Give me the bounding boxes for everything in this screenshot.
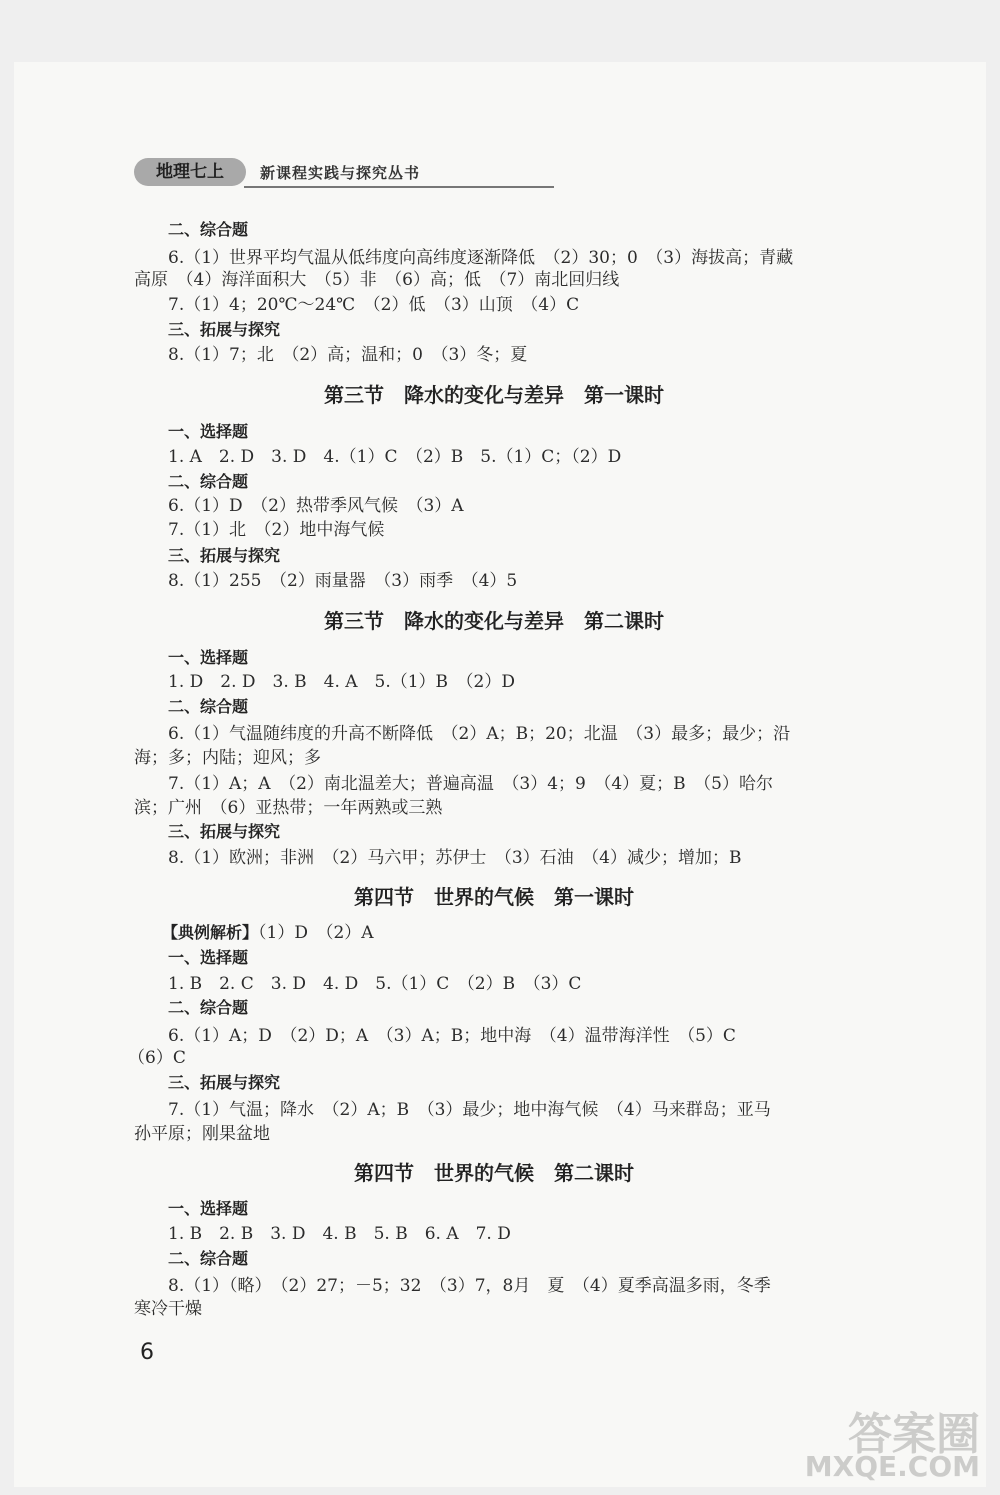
example-label: 【典例解析】 xyxy=(162,923,259,942)
answer-line: 8.（1）欧洲；非洲 （2）马六甲；苏伊士 （3）石油 （4）减少；增加；B xyxy=(168,848,742,868)
answer-line: 孙平原；刚果盆地 xyxy=(134,1124,270,1144)
answer-line: 滨；广州 （6）亚热带；一年两熟或三熟 xyxy=(134,798,443,818)
answer-line: 1. B 2. B 3. D 4. B 5. B 6. A 7. D xyxy=(168,1224,511,1244)
answer-line: 8.（1）255 （2）雨量器 （3）雨季 （4）5 xyxy=(168,571,518,591)
question-category: 一、选择题 xyxy=(168,422,249,441)
answer-line: 1. A 2. D 3. D 4.（1）C （2）B 5.（1）C；（2）D xyxy=(168,447,622,467)
answer-line: 7.（1）气温；降水 （2）A；B （3）最少；地中海气候 （4）马来群岛；亚马 xyxy=(168,1100,771,1120)
answer-line: 7.（1）北 （2）地中海气候 xyxy=(168,520,385,540)
answer-line: 6.（1）D （2）热带季风气候 （3）A xyxy=(168,496,464,516)
answer-line: 1. D 2. D 3. B 4. A 5.（1）B （2）D xyxy=(168,672,515,692)
watermark xyxy=(690,1398,990,1488)
answer-line: 7.（1）4；20℃～24℃ （2）低 （3）山顶 （4）C xyxy=(168,295,580,315)
question-category: 三、拓展与探究 xyxy=(168,546,281,565)
answer-line: 6.（1）气温随纬度的升高不断降低 （2）A；B；20；北温 （3）最多；最少；沿 xyxy=(168,724,791,744)
answer-line: 7.（1）A；A （2）南北温差大；普遍高温 （3）4；9 （4）夏；B （5）哈尔 xyxy=(168,774,773,794)
question-category: 二、综合题 xyxy=(168,697,249,716)
question-category: 二、综合题 xyxy=(168,1249,249,1268)
question-category: 二、综合题 xyxy=(168,998,249,1017)
question-category: 二、综合题 xyxy=(168,220,249,239)
question-category: 二、综合题 xyxy=(168,472,249,491)
question-category: 一、选择题 xyxy=(168,1199,249,1218)
page-number: 6 xyxy=(140,1340,154,1365)
page-header xyxy=(134,158,424,190)
answer-line: （6）C xyxy=(128,1048,186,1068)
question-category: 三、拓展与探究 xyxy=(168,822,281,841)
section-title: 第四节 世界的气候 第二课时 xyxy=(354,1161,634,1185)
question-category: 一、选择题 xyxy=(168,648,249,667)
question-category: 三、拓展与探究 xyxy=(168,320,281,339)
answer-line: 6.（1）A；D （2）D；A （3）A；B；地中海 （4）温带海洋性 （5）C xyxy=(168,1026,736,1046)
question-category: 三、拓展与探究 xyxy=(168,1073,281,1092)
answer-line: 6.（1）世界平均气温从低纬度向高纬度逐渐降低 （2）30；0 （3）海拔高；青藏 xyxy=(168,248,794,268)
series-title: 新课程实践与探究丛书 xyxy=(260,164,421,182)
section-title: 第三节 降水的变化与差异 第一课时 xyxy=(324,383,664,407)
answer-line: 1. B 2. C 3. D 4. D 5.（1）C （2）B （3）C xyxy=(168,974,582,994)
answer-line: 海；多；内陆；迎风；多 xyxy=(134,748,321,768)
answer-line: 8.（1）（略） （2）27；－5；32 （3）7，8月 夏 （4）夏季高温多雨，冬季 xyxy=(168,1276,771,1296)
header-rule xyxy=(244,186,554,188)
watermark-logo-text: 答案圈 xyxy=(848,1409,980,1460)
answer-line: 高原 （4）海洋面积大 （5）非 （6）高；低 （7）南北回归线 xyxy=(134,270,620,290)
answer-line xyxy=(162,921,960,945)
question-category: 一、选择题 xyxy=(168,948,249,967)
section-title: 第四节 世界的气候 第一课时 xyxy=(354,885,634,909)
watermark-domain: MXQE.COM xyxy=(804,1450,980,1483)
example-answer: （1）D （2）A xyxy=(258,923,374,943)
answer-line: 8.（1）7；北 （2）高；温和；0 （3）冬；夏 xyxy=(168,345,528,365)
subject-label: 地理七上 xyxy=(134,158,246,186)
section-title: 第三节 降水的变化与差异 第二课时 xyxy=(324,609,664,633)
answer-line: 寒冷干燥 xyxy=(134,1299,202,1319)
